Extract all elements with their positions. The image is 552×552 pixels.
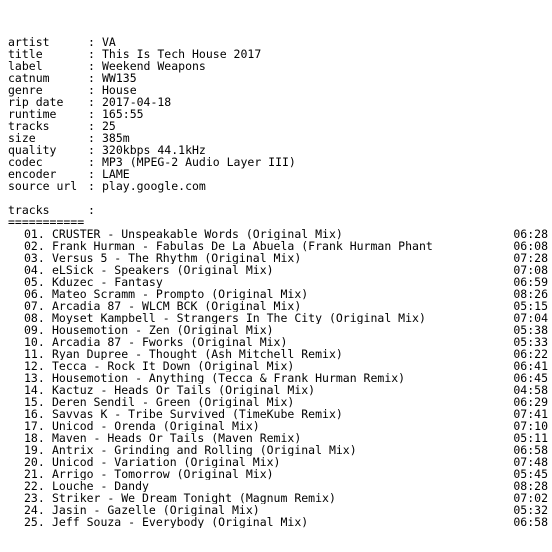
track-title: Frank Hurman - Fabulas De La Abuela (Frank Hurman Phant xyxy=(52,240,433,252)
track-row xyxy=(8,360,548,372)
track-title: Moyset Kampbell - Strangers In The City (Original Mix) xyxy=(52,312,426,324)
separator: : xyxy=(88,155,95,169)
separator: : xyxy=(88,59,95,73)
metadata-value: 165:55 xyxy=(102,107,144,121)
metadata-value: 25 xyxy=(102,119,116,133)
metadata-key: quality xyxy=(8,143,57,157)
track-row xyxy=(8,264,548,276)
metadata-value: VA xyxy=(102,35,116,49)
track-duration: 07:08 xyxy=(513,264,548,276)
tracks-rule: =========== xyxy=(8,215,85,229)
track-row xyxy=(8,228,548,240)
track-title: Kduzec - Fantasy xyxy=(52,276,163,288)
track-number: 04. xyxy=(24,264,45,276)
metadata-key: tracks xyxy=(8,119,50,133)
track-row xyxy=(8,408,548,420)
metadata-value: 385m xyxy=(102,131,130,145)
metadata-value: LAME xyxy=(102,167,130,181)
track-duration: 07:28 xyxy=(513,252,548,264)
track-title: Savvas K - Tribe Survived (TimeKube Remix) xyxy=(52,408,343,420)
track-number: 02. xyxy=(24,240,45,252)
tracks-heading-label: tracks xyxy=(8,203,50,217)
track-row xyxy=(8,432,548,444)
track-title: Jeff Souza - Everybody (Original Mix) xyxy=(52,516,309,528)
track-number: 19. xyxy=(24,444,45,456)
metadata-value: House xyxy=(102,83,137,97)
separator: : xyxy=(88,119,95,133)
track-row xyxy=(8,240,548,252)
track-duration: 05:15 xyxy=(513,300,548,312)
metadata-row xyxy=(8,180,548,192)
metadata-key: genre xyxy=(8,83,43,97)
track-row xyxy=(8,420,548,432)
track-duration: 08:28 xyxy=(513,480,548,492)
track-number: 15. xyxy=(24,396,45,408)
track-duration: 06:58 xyxy=(513,444,548,456)
track-list xyxy=(8,228,548,528)
metadata-key: runtime xyxy=(8,107,57,121)
track-number: 16. xyxy=(24,408,45,420)
track-row xyxy=(8,300,548,312)
track-duration: 05:11 xyxy=(513,432,548,444)
track-duration: 06:29 xyxy=(513,396,548,408)
track-row xyxy=(8,396,548,408)
metadata-key: label xyxy=(8,59,43,73)
track-title: Housemotion - Anything (Tecca & Frank Hurman Remix) xyxy=(52,372,406,384)
track-title: Unicod - Orenda (Original Mix) xyxy=(52,420,260,432)
metadata-value: 320kbps 44.1kHz xyxy=(102,143,206,157)
track-row xyxy=(8,492,548,504)
track-number: 22. xyxy=(24,480,45,492)
track-duration: 08:26 xyxy=(513,288,548,300)
track-title: eLSick - Speakers (Original Mix) xyxy=(52,264,274,276)
track-number: 20. xyxy=(24,456,45,468)
track-title: Ryan Dupree - Thought (Ash Mitchell Remix) xyxy=(52,348,343,360)
nfo-document xyxy=(8,36,548,528)
track-number: 01. xyxy=(24,228,45,240)
track-number: 11. xyxy=(24,348,45,360)
metadata-value: WW135 xyxy=(102,71,137,85)
track-title: Arcadia 87 - WLCM BCK (Original Mix) xyxy=(52,300,302,312)
track-duration: 05:45 xyxy=(513,468,548,480)
track-duration: 07:02 xyxy=(513,492,548,504)
metadata-value: 2017-04-18 xyxy=(102,95,172,109)
metadata-key: catnum xyxy=(8,71,50,85)
separator: : xyxy=(88,131,95,145)
release-metadata xyxy=(8,36,548,192)
track-row xyxy=(8,372,548,384)
separator: : xyxy=(88,203,95,217)
track-title: Maven - Heads Or Tails (Maven Remix) xyxy=(52,432,302,444)
track-duration: 06:28 xyxy=(513,228,548,240)
track-row xyxy=(8,276,548,288)
track-title: Tecca - Rock It Down (Original Mix) xyxy=(52,360,295,372)
track-duration: 04:58 xyxy=(513,384,548,396)
track-number: 23. xyxy=(24,492,45,504)
track-title: Housemotion - Zen (Original Mix) xyxy=(52,324,274,336)
metadata-value: play.google.com xyxy=(102,179,206,193)
track-row xyxy=(8,288,548,300)
track-duration: 06:41 xyxy=(513,360,548,372)
track-row xyxy=(8,312,548,324)
separator: : xyxy=(88,95,95,109)
track-duration: 07:41 xyxy=(513,408,548,420)
track-duration: 07:10 xyxy=(513,420,548,432)
track-row xyxy=(8,384,548,396)
separator: : xyxy=(88,71,95,85)
track-duration: 05:33 xyxy=(513,336,548,348)
track-title: Arrigo - Tomorrow (Original Mix) xyxy=(52,468,274,480)
separator: : xyxy=(88,35,95,49)
track-duration: 06:22 xyxy=(513,348,548,360)
track-title: Mateo Scramm - Prompto (Original Mix) xyxy=(52,288,309,300)
separator: : xyxy=(88,143,95,157)
track-duration: 06:58 xyxy=(513,516,548,528)
track-row xyxy=(8,252,548,264)
track-title: Deren Sendil - Green (Original Mix) xyxy=(52,396,295,408)
track-number: 14. xyxy=(24,384,45,396)
track-row xyxy=(8,324,548,336)
track-title: Striker - We Dream Tonight (Magnum Remix) xyxy=(52,492,336,504)
metadata-value: MP3 (MPEG-2 Audio Layer III) xyxy=(102,155,296,169)
tracks-heading xyxy=(8,204,548,216)
track-row xyxy=(8,516,548,528)
track-number: 18. xyxy=(24,432,45,444)
track-row xyxy=(8,480,548,492)
track-title: Antrix - Grinding and Rolling (Original Mix) xyxy=(52,444,357,456)
track-number: 06. xyxy=(24,288,45,300)
track-duration: 06:45 xyxy=(513,372,548,384)
track-number: 17. xyxy=(24,420,45,432)
track-number: 24. xyxy=(24,504,45,516)
track-number: 10. xyxy=(24,336,45,348)
track-title: Jasin - Gazelle (Original Mix) xyxy=(52,504,260,516)
track-duration: 07:04 xyxy=(513,312,548,324)
track-number: 25. xyxy=(24,516,45,528)
track-row xyxy=(8,348,548,360)
track-number: 09. xyxy=(24,324,45,336)
track-number: 07. xyxy=(24,300,45,312)
track-number: 03. xyxy=(24,252,45,264)
track-row xyxy=(8,336,548,348)
metadata-key: title xyxy=(8,47,43,61)
track-title: Kactuz - Heads Or Tails (Original Mix) xyxy=(52,384,316,396)
track-number: 21. xyxy=(24,468,45,480)
track-duration: 07:48 xyxy=(513,456,548,468)
separator: : xyxy=(88,167,95,181)
track-title: Louche - Dandy xyxy=(52,480,149,492)
track-duration: 06:59 xyxy=(513,276,548,288)
metadata-key: size xyxy=(8,131,36,145)
metadata-key: rip date xyxy=(8,95,64,109)
track-duration: 06:08 xyxy=(513,240,548,252)
metadata-key: source url xyxy=(8,179,78,193)
metadata-key: artist xyxy=(8,35,50,49)
track-number: 05. xyxy=(24,276,45,288)
metadata-key: codec xyxy=(8,155,43,169)
track-row xyxy=(8,468,548,480)
track-number: 08. xyxy=(24,312,45,324)
metadata-value: Weekend Weapons xyxy=(102,59,206,73)
separator: : xyxy=(88,107,95,121)
track-number: 12. xyxy=(24,360,45,372)
track-duration: 05:38 xyxy=(513,324,548,336)
separator: : xyxy=(88,179,95,193)
track-duration: 05:32 xyxy=(513,504,548,516)
track-title: CRUSTER - Unspeakable Words (Original Mix) xyxy=(52,228,343,240)
track-number: 13. xyxy=(24,372,45,384)
track-title: Unicod - Variation (Original Mix) xyxy=(52,456,281,468)
separator: : xyxy=(88,47,95,61)
metadata-key: encoder xyxy=(8,167,57,181)
metadata-value: This Is Tech House 2017 xyxy=(102,47,262,61)
track-title: Versus 5 - The Rhythm (Original Mix) xyxy=(52,252,302,264)
track-row xyxy=(8,504,548,516)
track-row xyxy=(8,456,548,468)
track-row xyxy=(8,444,548,456)
track-title: Arcadia 87 - Fworks (Original Mix) xyxy=(52,336,288,348)
separator: : xyxy=(88,83,95,97)
